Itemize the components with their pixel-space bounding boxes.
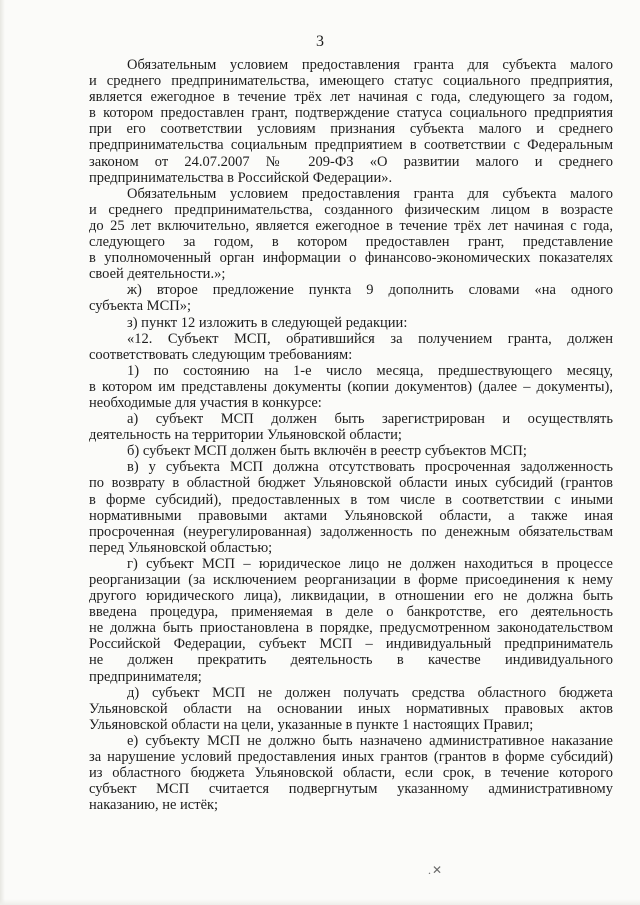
text-line: деятельность на территории Ульяновской области;: [89, 427, 402, 444]
text-line: за нарушение условий предоставления иных грантов (грантов в форме субсидий): [89, 749, 613, 766]
text-line: просроченная (неурегулированная) задолженность по денежным обязательствам: [89, 523, 613, 540]
text-line: до 25 лет включительно, является ежегодное в течение трёх лет начиная с года,: [89, 217, 613, 234]
text-line: и среднего предпринимательства, имеющего статус социального предприятия,: [89, 73, 613, 90]
text-line: перед Ульяновской областью;: [89, 539, 273, 556]
text-line: субъект МСП считается подвергнутым указанному административному: [89, 781, 613, 798]
text-line: Ульяновской области на основании иных нормативных правовых актов: [89, 700, 613, 717]
text-line: в котором им представлены документы (копии документов) (далее – документы),: [89, 378, 613, 395]
text-line: наказанию, не истёк;: [89, 797, 219, 814]
text-line: введена процедура, применяемая в деле о банкротстве, его деятельность: [89, 604, 613, 621]
text-line: необходимые для участия в конкурсе:: [89, 394, 322, 411]
text-line: б) субъект МСП должен быть включён в реестр субъектов МСП;: [127, 443, 527, 460]
text-line: законом от 24.07.2007 № 209-ФЗ «О развитии малого и среднего: [89, 153, 613, 170]
text-line: является ежегодное в течение трёх лет начиная с года, следующего за годом,: [89, 89, 613, 106]
handwritten-mark: .✕: [428, 863, 444, 877]
text-line: Обязательным условием предоставления гранта для субъекта малого: [127, 57, 613, 73]
text-line: а) субъект МСП должен быть зарегистрирован и осуществлять: [127, 411, 613, 428]
text-line: 1) по состоянию на 1-е число месяца, предшествующего месяцу,: [127, 362, 613, 379]
text-line: своей деятельности.»;: [89, 266, 226, 283]
text-line: реорганизации (за исключением реорганизации в форме присоединения к нему: [89, 572, 613, 588]
text-line: субъекта МСП»;: [89, 298, 191, 315]
text-line: предпринимательства социальным предприятием в соответствии с Федеральным: [89, 137, 613, 154]
text-line: при его соответствии условиям признания субъекта малого и среднего: [89, 121, 613, 138]
text-line: Обязательным условием предоставления гранта для субъекта малого: [127, 185, 613, 202]
text-line: не должна быть приостановлена в порядке, предусмотренном законодательством: [89, 620, 613, 637]
text-line: ж) второе предложение пункта 9 дополнить словами «на одного: [127, 282, 613, 299]
text-line: другого юридического лица), ликвидации, в отношении его не должна быть: [89, 588, 613, 605]
text-line: предпринимательства в Российской Федерации».: [89, 169, 393, 186]
text-line: е) субъекту МСП не должно быть назначено административное наказание: [127, 732, 613, 749]
text-line: предпринимателя;: [89, 668, 202, 685]
text-line: г) субъект МСП – юридическое лицо не должен находиться в процессе: [127, 555, 613, 572]
scan-edge: [0, 899, 640, 905]
text-line: соответствовать следующим требованиям:: [89, 346, 353, 363]
text-line: з) пункт 12 изложить в следующей редакции:: [127, 314, 408, 331]
text-line: в форме субсидий), предоставленных в том числе в соответствии с иными: [89, 491, 613, 508]
text-line: «12. Субъект МСП, обратившийся за получением гранта, должен: [127, 330, 613, 347]
text-line: в котором предоставлен грант, подтверждение статуса социального предприятия: [89, 105, 613, 122]
text-line: следующего за годом, в котором предоставлен грант, представление: [89, 234, 613, 251]
text-line: и среднего предпринимательства, созданного физическим лицом в возрасте: [89, 201, 613, 218]
text-line: по возврату в областной бюджет Ульяновской области иных субсидий (грантов: [89, 475, 613, 492]
text-line: д) субъект МСП не должен получать средства областного бюджета: [127, 684, 613, 701]
text-line: нормативными правовыми актами Ульяновской области, а также иная: [89, 507, 613, 524]
page-number: 3: [316, 33, 324, 50]
text-line: не должен прекратить деятельность в качестве индивидуального: [89, 652, 613, 669]
document-body: [89, 57, 613, 813]
text-line: из областного бюджета Ульяновской области, если срок, в течение которого: [89, 765, 613, 782]
text-line: в) у субъекта МСП должна отсутствовать просроченная задолженность: [127, 459, 613, 476]
text-line: в уполномоченный орган информации о финансово-экономических показателях: [89, 250, 613, 267]
text-line: Российской Федерации, субъект МСП – индивидуальный предприниматель: [89, 636, 613, 653]
text-line: Ульяновской области на цели, указанные в пункте 1 настоящих Правил;: [89, 716, 534, 733]
